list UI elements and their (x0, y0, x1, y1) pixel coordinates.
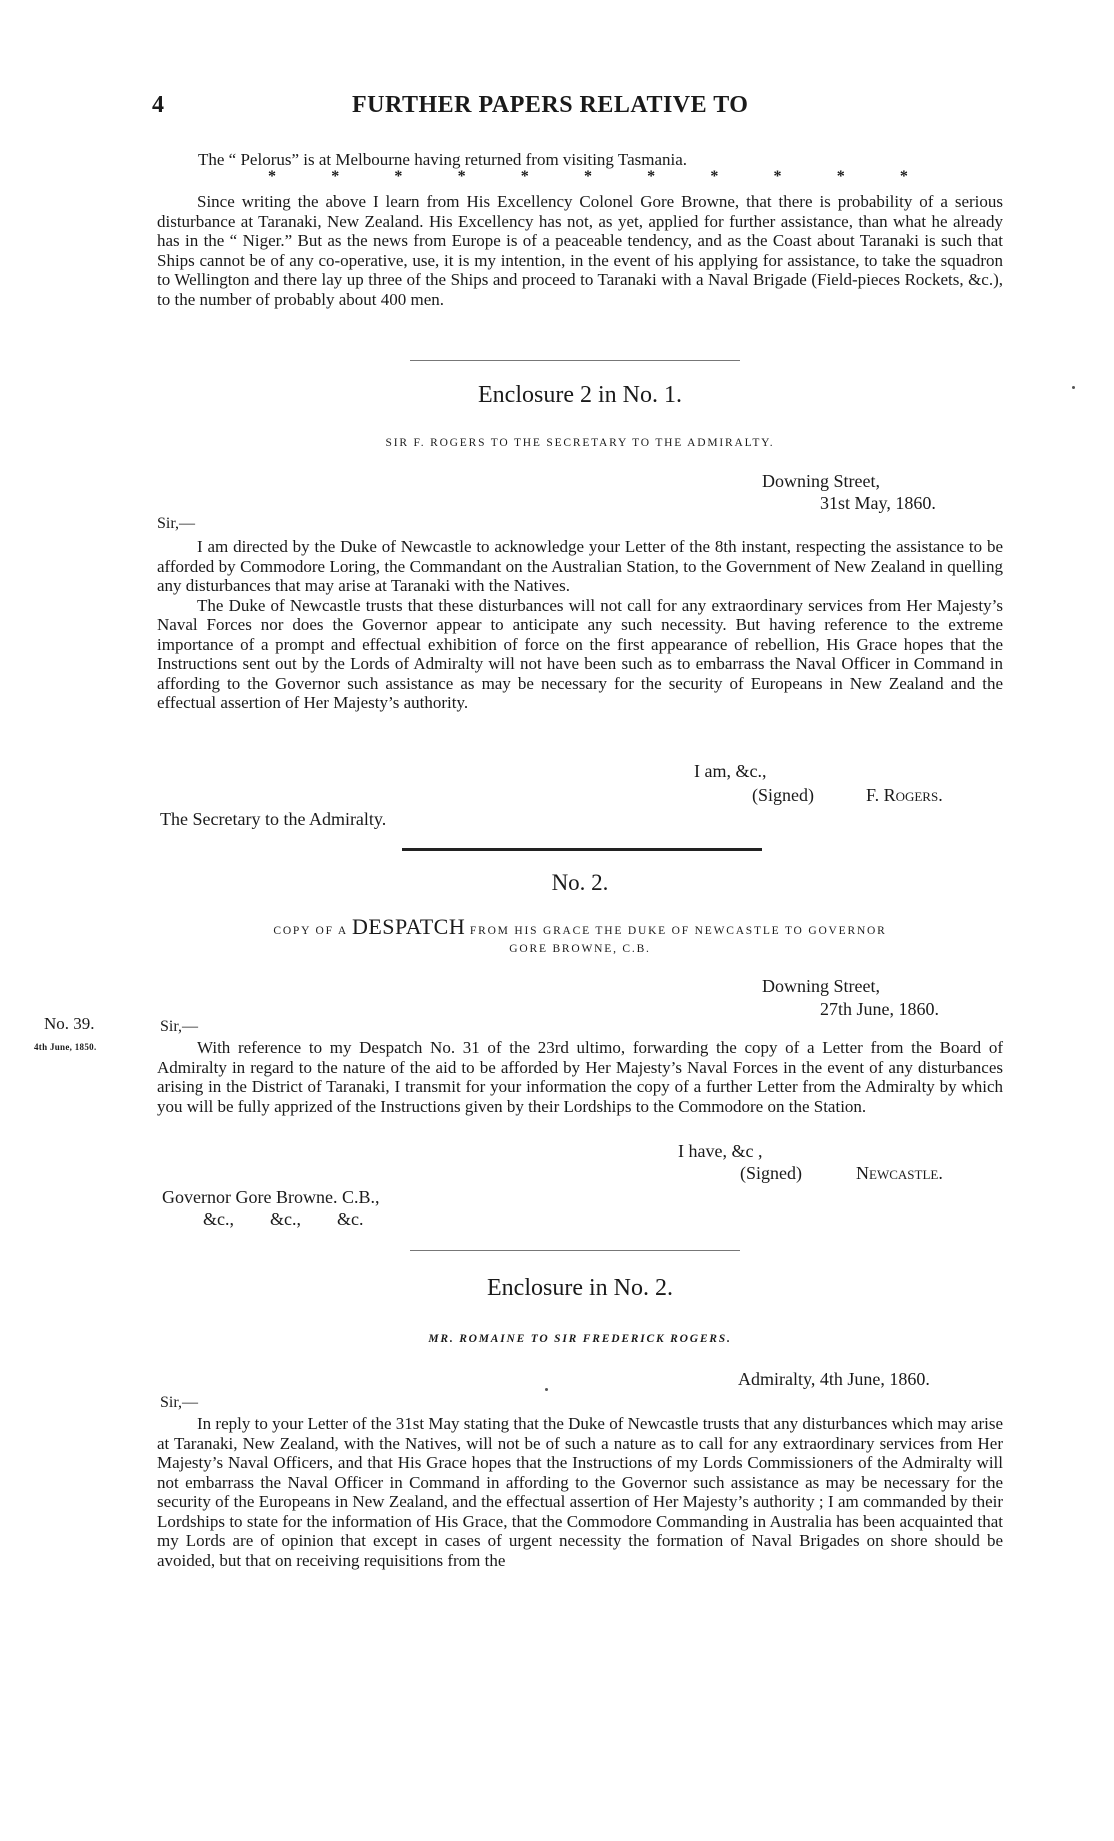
asterisk: * (331, 168, 340, 185)
enclosure-2-subheading: SIR F. ROGERS TO THE SECRETARY TO THE ADMIRALTY. (385, 437, 775, 449)
asterisk: * (457, 168, 466, 185)
no-2-closing: I have, &c , (678, 1141, 763, 1161)
enclosure-2-signatory: F. Rogers. (866, 785, 943, 805)
page-number: 4 (152, 92, 164, 118)
asterisk: * (710, 168, 719, 185)
asterisk: * (268, 168, 276, 185)
enclosure-no-2-subheading: MR. ROMAINE TO SIR FREDERICK ROGERS. (428, 1333, 732, 1345)
no-2-signatory: Newcastle. (856, 1163, 943, 1183)
no-2-subheading-despatch: DESPATCH (351, 914, 466, 939)
enclosure-2-salutation: Sir,— (157, 515, 196, 532)
margin-reference: No. 39. (44, 1014, 95, 1033)
no-2-paragraph: With reference to my Despatch No. 31 of the 23rd ultimo, forwarding the copy of a Letter from the Board of Admiralty in regard to the nature of the aid to be afforded by Her Majesty’s Naval Forces in the event of any disturbances arising in the District of Taranaki, I transmit for your information the copy of a further Letter from the Admiralty by which you will be fully apprized of the Instructions given by their Lordships to the Commodore on the Station. (157, 1038, 1003, 1116)
enclosure-2-heading: Enclosure 2 in No. 1. (478, 382, 682, 408)
no-2-address-line1: Downing Street, (762, 976, 880, 996)
section-divider-thick (402, 848, 762, 851)
enclosure-2-body (157, 537, 1003, 713)
no-2-subheading-line2: GORE BROWNE, C.B. (509, 943, 651, 955)
intro-paragraph: Since writing the above I learn from His Excellency Colonel Gore Browne, that there is probability of a serious disturbance at Taranaki, New Zealand. His Excellency has not, as yet, applied for further assistance, than what he already has in the “ Niger.” But as the news from Europe is of a peaceable tendency, and as the Coast about Taranaki is such that Ships cannot be of any co-operative, use, it is my intention, in the event of his applying for assistance, to take the squadron to Wellington and there lay up three of the Ships and proceed to Taranaki with a Naval Brigade (Field-pieces Rockets, &c.), to the number of probably about 400 men. (157, 192, 1003, 309)
no-2-recipient-line1: Governor Gore Browne. C.B., (162, 1187, 380, 1207)
enclosure-2-address-line1: Downing Street, (762, 471, 880, 491)
enclosure-no-2-heading: Enclosure in No. 2. (487, 1275, 673, 1301)
enclosure-2-paragraph-1: I am directed by the Duke of Newcastle to acknowledge your Letter of the 8th instant, respecting the assistance to be afforded by Commodore Loring, the Commandant on the Australian Station, to the Government of New Zealand in quelling any disturbances that may arise at Taranaki with the Natives. (157, 537, 1003, 595)
asterisk: * (836, 168, 845, 185)
section-divider-2 (410, 1250, 740, 1251)
no-2-salutation: Sir,— (160, 1018, 199, 1035)
enclosure-2-closing: I am, &c., (694, 761, 767, 781)
enclosure-2-signed: (Signed) (752, 785, 814, 805)
no-2-signed: (Signed) (740, 1163, 802, 1183)
enclosure-2-paragraph-2: The Duke of Newcastle trusts that these disturbances will not call for any extraordinary services from Her Majesty’s Naval Forces nor does the Governor appear to anticipate any such necessity. But having reference to the extreme importance of a prompt and effectual exhibition of force on the first appearance of rebellion, His Grace hopes that the Instructions sent out by the Lords of Admiralty will not have been such as to embarrass the Naval Officer in Command in affording to the Governor such assistance as may be necessary for the security of Europeans in New Zealand and the effectual assertion of Her Majesty’s authority. (157, 595, 1003, 712)
enclosure-2-recipient: The Secretary to the Admiralty. (160, 809, 387, 829)
enclosure-no-2-date: Admiralty, 4th June, 1860. (738, 1369, 930, 1389)
enclosure-no-2-salutation: Sir,— (160, 1394, 199, 1411)
asterisk: * (899, 168, 908, 185)
asterisk: * (520, 168, 529, 185)
no-2-recipient-line2: &c., &c., &c. (203, 1209, 364, 1229)
margin-date: 4th June, 1850. (34, 1042, 97, 1052)
no-2-subheading (157, 914, 1003, 958)
asterisk: * (583, 168, 592, 185)
asterisk: * (773, 168, 782, 185)
print-mark (1072, 386, 1075, 389)
asterisk-separator (268, 168, 908, 186)
asterisk: * (394, 168, 403, 185)
print-mark (545, 1388, 548, 1391)
enclosure-no-2-paragraph: In reply to your Letter of the 31st May stating that the Duke of Newcastle trusts that any disturbances which may arise at Taranaki, New Zealand, with the Natives, will not be of such a nature as to call for any extraordinary services from Her Majesty’s Naval Officers, and that His Grace hopes that the Instructions of my Lords Commissioners of the Admiralty will not embarrass the Naval Officer in Command in affording to the Governor such assistance as may be necessary for the security of the Europeans in New Zealand, and the effectual assertion of Her Majesty’s authority ; I am commanded by their Lordships to state for the information of His Grace, that the Commodore Commanding in Australia has been acquainted that my Lords are of opinion that except in cases of urgent necessity the formation of Naval Brigades on shore should be avoided, but that on receiving requisitions from the (157, 1414, 1003, 1570)
asterisk: * (647, 168, 656, 185)
running-title: FURTHER PAPERS RELATIVE TO (352, 92, 749, 118)
no-2-subheading-prefix: COPY OF A (273, 925, 348, 937)
enclosure-2-address-line2: 31st May, 1860. (820, 493, 936, 513)
section-divider (410, 360, 740, 361)
no-2-subheading-rest: FROM HIS GRACE THE DUKE OF NEWCASTLE TO GOVERNOR (469, 925, 887, 937)
no-2-address-line2: 27th June, 1860. (820, 999, 939, 1019)
pelorus-line: The “ Pelorus” is at Melbourne having returned from visiting Tasmania. (198, 150, 688, 169)
no-2-heading: No. 2. (551, 870, 609, 895)
